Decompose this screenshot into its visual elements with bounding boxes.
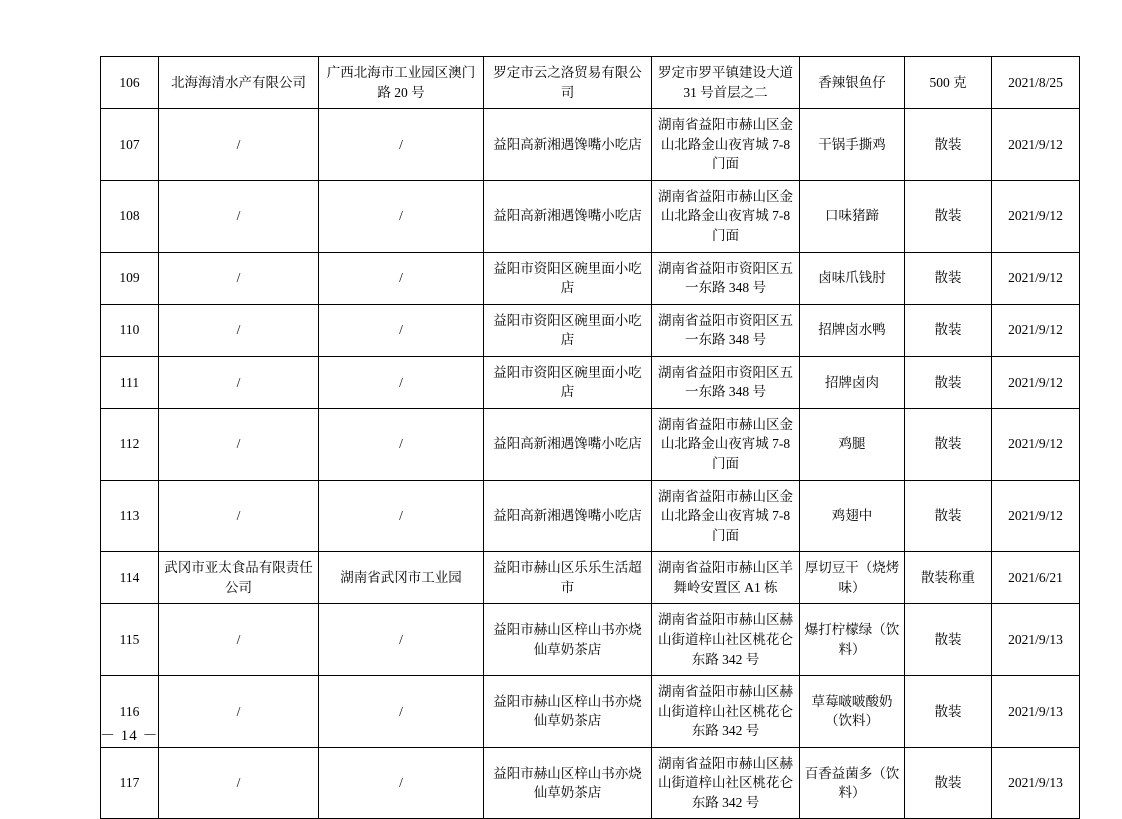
cell-date: 2021/9/12 <box>992 109 1080 181</box>
cell-producer: / <box>159 676 319 748</box>
cell-product: 干锅手撕鸡 <box>800 109 905 181</box>
cell-product: 厚切豆干（烧烤味） <box>800 552 905 604</box>
cell-product: 鸡腿 <box>800 408 905 480</box>
cell-spec: 散装 <box>905 252 992 304</box>
cell-producer-address: / <box>319 304 484 356</box>
cell-product: 爆打柠檬绿（饮料） <box>800 604 905 676</box>
cell-spec: 散装 <box>905 356 992 408</box>
cell-seller-address: 湖南省益阳市赫山区金山北路金山夜宵城 7-8 门面 <box>652 408 800 480</box>
cell-index: 113 <box>101 480 159 552</box>
cell-seller: 益阳市赫山区梓山书亦烧仙草奶茶店 <box>484 604 652 676</box>
cell-index: 117 <box>101 747 159 819</box>
cell-product: 鸡翅中 <box>800 480 905 552</box>
cell-product: 百香益菌多（饮料） <box>800 747 905 819</box>
cell-producer-address: 湖南省武冈市工业园 <box>319 552 484 604</box>
cell-seller: 益阳市资阳区碗里面小吃店 <box>484 356 652 408</box>
cell-date: 2021/9/13 <box>992 747 1080 819</box>
cell-date: 2021/9/13 <box>992 604 1080 676</box>
cell-date: 2021/9/12 <box>992 408 1080 480</box>
cell-producer-address: / <box>319 180 484 252</box>
cell-seller-address: 湖南省益阳市赫山区羊舞岭安置区 A1 栋 <box>652 552 800 604</box>
table-row <box>101 180 1080 252</box>
cell-seller: 益阳高新湘遇馋嘴小吃店 <box>484 109 652 181</box>
cell-product: 招牌卤水鸭 <box>800 304 905 356</box>
cell-index: 112 <box>101 408 159 480</box>
cell-date: 2021/9/12 <box>992 252 1080 304</box>
cell-product: 卤味爪钱肘 <box>800 252 905 304</box>
cell-producer-address: / <box>319 480 484 552</box>
cell-date: 2021/6/21 <box>992 552 1080 604</box>
cell-seller-address: 湖南省益阳市资阳区五一东路 348 号 <box>652 356 800 408</box>
table-row <box>101 552 1080 604</box>
cell-seller: 益阳市赫山区梓山书亦烧仙草奶茶店 <box>484 747 652 819</box>
cell-product: 香辣银鱼仔 <box>800 57 905 109</box>
cell-producer-address: / <box>319 356 484 408</box>
cell-index: 107 <box>101 109 159 181</box>
table-row <box>101 109 1080 181</box>
cell-seller-address: 湖南省益阳市赫山区金山北路金山夜宵城 7-8 门面 <box>652 480 800 552</box>
cell-producer: 北海海清水产有限公司 <box>159 57 319 109</box>
cell-seller: 益阳高新湘遇馋嘴小吃店 <box>484 180 652 252</box>
cell-spec: 散装 <box>905 109 992 181</box>
cell-product: 招牌卤肉 <box>800 356 905 408</box>
cell-seller: 益阳市赫山区梓山书亦烧仙草奶茶店 <box>484 676 652 748</box>
cell-date: 2021/9/12 <box>992 304 1080 356</box>
cell-producer: 武冈市亚太食品有限责任公司 <box>159 552 319 604</box>
cell-index: 111 <box>101 356 159 408</box>
cell-seller-address: 罗定市罗平镇建设大道 31 号首层之二 <box>652 57 800 109</box>
table-row <box>101 252 1080 304</box>
cell-producer: / <box>159 408 319 480</box>
cell-seller-address: 湖南省益阳市赫山区金山北路金山夜宵城 7-8 门面 <box>652 180 800 252</box>
sampling-records-table <box>100 56 1080 819</box>
cell-producer-address: / <box>319 604 484 676</box>
cell-producer: / <box>159 747 319 819</box>
cell-seller-address: 湖南省益阳市赫山区赫山街道梓山社区桃花仑东路 342 号 <box>652 604 800 676</box>
table-row <box>101 676 1080 748</box>
cell-producer-address: / <box>319 747 484 819</box>
cell-product: 草莓啵啵酸奶（饮料） <box>800 676 905 748</box>
cell-index: 106 <box>101 57 159 109</box>
cell-producer: / <box>159 604 319 676</box>
table-row <box>101 747 1080 819</box>
cell-producer: / <box>159 180 319 252</box>
cell-spec: 散装称重 <box>905 552 992 604</box>
cell-index: 110 <box>101 304 159 356</box>
cell-producer-address: 广西北海市工业园区澳门路 20 号 <box>319 57 484 109</box>
table-body <box>101 57 1080 819</box>
cell-spec: 散装 <box>905 408 992 480</box>
cell-index: 115 <box>101 604 159 676</box>
cell-date: 2021/9/12 <box>992 180 1080 252</box>
cell-seller-address: 湖南省益阳市赫山区赫山街道梓山社区桃花仑东路 342 号 <box>652 747 800 819</box>
cell-seller: 益阳高新湘遇馋嘴小吃店 <box>484 408 652 480</box>
cell-seller: 益阳市资阳区碗里面小吃店 <box>484 252 652 304</box>
table-row <box>101 480 1080 552</box>
cell-spec: 散装 <box>905 604 992 676</box>
cell-producer: / <box>159 480 319 552</box>
table-row <box>101 604 1080 676</box>
cell-date: 2021/9/13 <box>992 676 1080 748</box>
page-number: － 14 － <box>100 728 159 744</box>
cell-producer-address: / <box>319 109 484 181</box>
cell-seller: 益阳市资阳区碗里面小吃店 <box>484 304 652 356</box>
cell-spec: 散装 <box>905 747 992 819</box>
cell-producer: / <box>159 109 319 181</box>
cell-producer: / <box>159 356 319 408</box>
cell-producer: / <box>159 304 319 356</box>
cell-date: 2021/9/12 <box>992 480 1080 552</box>
cell-seller-address: 湖南省益阳市资阳区五一东路 348 号 <box>652 304 800 356</box>
cell-spec: 散装 <box>905 304 992 356</box>
cell-seller-address: 湖南省益阳市资阳区五一东路 348 号 <box>652 252 800 304</box>
cell-seller-address: 湖南省益阳市赫山区金山北路金山夜宵城 7-8 门面 <box>652 109 800 181</box>
cell-producer-address: / <box>319 676 484 748</box>
table-row <box>101 57 1080 109</box>
cell-index: 114 <box>101 552 159 604</box>
cell-producer: / <box>159 252 319 304</box>
cell-spec: 散装 <box>905 180 992 252</box>
cell-spec: 散装 <box>905 676 992 748</box>
cell-product: 口味猪蹄 <box>800 180 905 252</box>
cell-date: 2021/9/12 <box>992 356 1080 408</box>
cell-index: 116 <box>101 676 159 748</box>
table-row <box>101 304 1080 356</box>
cell-seller: 益阳高新湘遇馋嘴小吃店 <box>484 480 652 552</box>
table-row <box>101 408 1080 480</box>
cell-spec: 散装 <box>905 480 992 552</box>
cell-seller: 罗定市云之洛贸易有限公司 <box>484 57 652 109</box>
cell-index: 108 <box>101 180 159 252</box>
cell-producer-address: / <box>319 408 484 480</box>
cell-date: 2021/8/25 <box>992 57 1080 109</box>
cell-seller: 益阳市赫山区乐乐生活超市 <box>484 552 652 604</box>
table-row <box>101 356 1080 408</box>
cell-seller-address: 湖南省益阳市赫山区赫山街道梓山社区桃花仑东路 342 号 <box>652 676 800 748</box>
cell-index: 109 <box>101 252 159 304</box>
cell-producer-address: / <box>319 252 484 304</box>
cell-spec: 500 克 <box>905 57 992 109</box>
